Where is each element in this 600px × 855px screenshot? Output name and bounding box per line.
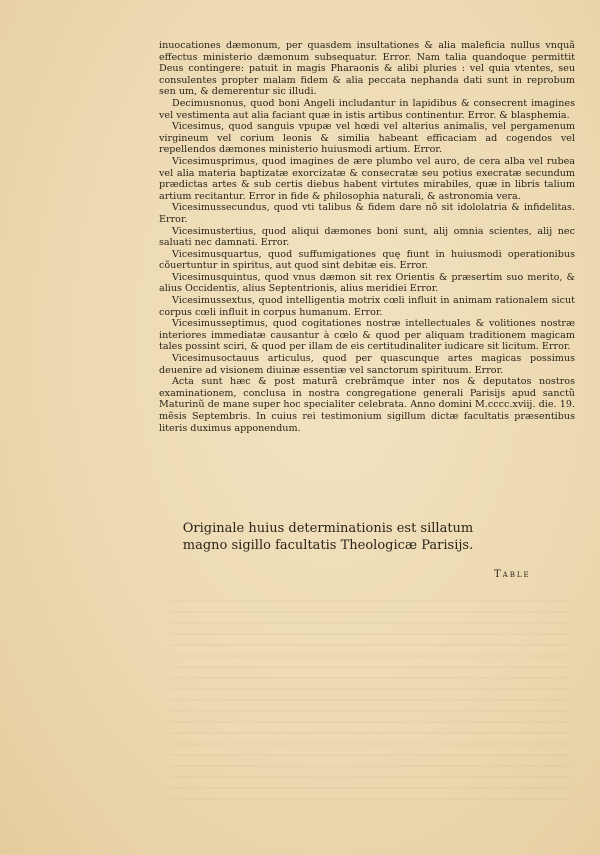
closing-statement: Acta sunt hæc & post maturã crebrãmque inter nos & deputatos nostros examinationem, conclusa in nostra congregatione generali Parisijs apud sanctũ Maturinũ de mane super hoc specialiter celebrata. Anno domini M.cccc.xviij. die. 19. mẽsis Septembris. In cuius rei testimonium sigillum dictæ facultatis præsentibus literis duximus apponendum. bbox=[159, 376, 575, 434]
body-text bbox=[159, 40, 575, 434]
article-26: Vicesimussextus, quod intelligentia motrix cœli influit in animam rationalem sicut corpus cœli influit in corpus humanum. Error. bbox=[159, 295, 575, 318]
article-21: Vicesimusprimus, quod imagines de ære plumbo vel auro, de cera alba vel rubea vel alia materia baptizatæ exorcizatæ & consecratæ seu potius execratæ secundum prædictas artes & sub certis diebus habent virtutes mirabiles, quæ in libris talium artium recitantur. Error in fide & philosophia naturali, & astronomia vera. bbox=[159, 155, 575, 202]
catchword: Table bbox=[494, 569, 531, 580]
article-20: Vicesimus, quod sanguis vpupæ vel hœdi vel alterius animalis, vel pergamenum virgineum vel corium leonis & similia habeant efficaciam ad cogendos vel repellendos dæmones ministerio huiusmodi artium. Error. bbox=[159, 121, 575, 156]
article-24: Vicesimusquartus, quod suffumigationes quę fiunt in huiusmodi operationibus cõuertuntur in spiritus, aut quod sint debitæ eis. Error. bbox=[159, 248, 575, 272]
article-27: Vicesimusseptimus, quod cogitationes nostræ intellectuales & volitiones nostræ interiores immediatæ causantur à cœlo & quod per aliquam traditionem magicam tales possint sciri, & quod per illam de eis certitudinaliter iudicare sit licitum. Error. bbox=[159, 318, 575, 353]
bleed-through-texture bbox=[170, 600, 570, 800]
paragraph-continuation: inuocationes dæmonum, per quasdem insultationes & alia maleficia nullus vnquã effectus ministerio dæmonum subsequatur. Error. Nam talia quandoque permittit Deus contingere: patuit in magis Pharaonis & alibi pluries : vel quia vtentes, seu consulentes propter malam fidem & alia peccata nephanda dati sunt in reprobum sen um, & demerentur sic illudi. bbox=[159, 40, 575, 98]
article-25: Vicesimusquintus, quod vnus dæmon sit rex Orientis & præsertim suo merito, & alius Occidentis, alius Septentrionis, alius meridiei Error. bbox=[159, 271, 575, 295]
article-22: Vicesimussecundus, quod vti talibus & fidem dare nõ sit idololatria & infidelitas. Error. bbox=[159, 202, 575, 225]
article-19: Decimusnonus, quod boni Angeli includantur in lapidibus & consecrent imagines vel vestimenta aut alia faciant quæ in istis artibus continentur. Error. & blasphemia. bbox=[159, 97, 575, 121]
original-seal-note: Originale huius determinationis est sillatum magno sigillo facultatis Theologicæ Parisijs. bbox=[182, 521, 474, 553]
article-28: Vicesimusoctauus articulus, quod per quascunque artes magicas possimus deuenire ad visionem diuinæ essentiæ vel sanctorum spirituum. Error. bbox=[159, 353, 575, 376]
article-23: Vicesimustertius, quod aliqui dæmones boni sunt, alij omnia scientes, alij nec saluati nec damnati. Error. bbox=[159, 225, 575, 249]
